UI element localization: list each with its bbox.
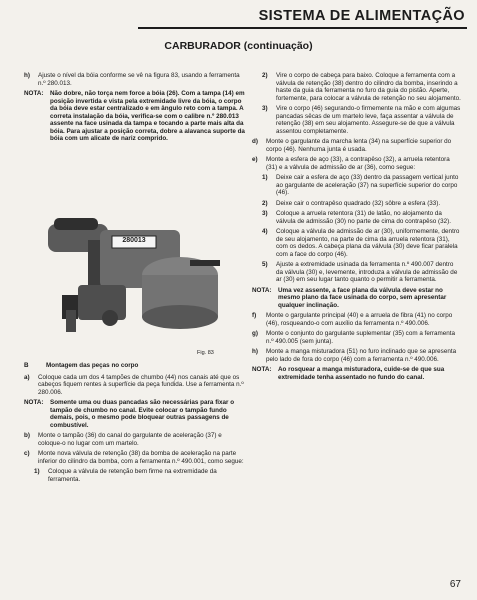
item-marker: g)	[252, 330, 258, 337]
instruction-item	[24, 374, 246, 397]
instruction-item	[34, 468, 246, 483]
note-paragraph	[252, 366, 462, 381]
instruction-item	[252, 330, 462, 345]
item-text: Somente uma ou duas pancadas são necessárias para fixar o tampão de chumbo no canal. Evite colocar o tampão fundo demais, pois, o mesmo pode bloquear outras passagens de combustível.	[50, 399, 235, 429]
item-text: Vire o corpo de cabeça para baixo. Coloque a ferramenta com a válvula de retenção (38) dentro do cilindro da bomba, inserindo a haste da guia da ferramenta no furo da guia do pistão. Aperte, fortemente, para colocar a válvula de retenção no seu alojamento.	[276, 72, 461, 102]
item-text: Monte o gargulante principal (40) e a arruela de fibra (41) no corpo (46), rosqueando-o com auxílio da ferramenta n.º 490.006.	[266, 312, 453, 327]
note-label: NOTA:	[252, 366, 272, 373]
left-column-top	[24, 72, 246, 146]
item-text: Não dobre, não torça nem force a bóia (26). Com a tampa (14) em posição invertida e vista pela extremidade livre da bóia, o corpo da bóia deve estar centralizado e em ângulo reto com a tampa. A correta instalação da bóia, verifica-se com o calibre n.º 280.013 assente na face usinada da tampa e tocando a parte mais alta da bóia. Para ajustar a posição correta, dobre a alavanca suporte da bóia com um alicate de nariz comprido.	[50, 90, 245, 142]
page-number: 67	[449, 579, 461, 590]
carburetor-figure	[40, 190, 225, 340]
item-marker: 2)	[262, 72, 268, 79]
note-label: NOTA:	[252, 286, 272, 294]
item-text: Deixe cair a esfera de aço (33) dentro da passagem vertical junto ao gargulante de aceleração (37) na superfície superior do corpo (46).	[276, 174, 459, 196]
item-text: Coloque a válvula de retenção bem firme na extremidade da ferramenta.	[48, 468, 217, 483]
instruction-item	[252, 312, 462, 327]
carburetor-illustration	[40, 190, 225, 340]
item-marker: 4)	[262, 228, 268, 235]
instruction-item	[24, 450, 246, 465]
item-marker: 5)	[262, 261, 268, 268]
item-marker: h)	[24, 72, 30, 79]
right-column	[252, 72, 462, 384]
instruction-item	[262, 210, 462, 225]
item-text: Monte o gargulante da marcha lenta (34) na superfície superior do corpo (46). Nenhuma junta é usada.	[266, 138, 452, 153]
section-title: CARBURADOR (continuação)	[164, 40, 313, 52]
item-marker: h)	[252, 348, 258, 355]
item-text: Ajuste o nível da bóia conforme se vê na figura 83, usando a ferramenta n.º 280.013.	[38, 72, 240, 87]
instruction-item	[24, 72, 246, 87]
note-label: NOTA:	[24, 399, 44, 406]
item-text: Monte a esfera de aço (33), a contrapêso (32), a arruela retentora (31) e a válvula de admissão de ar (36), como segue:	[266, 156, 450, 171]
instruction-item	[24, 432, 246, 447]
item-marker: 1)	[262, 174, 268, 181]
item-marker: e)	[252, 156, 258, 163]
item-marker: 2)	[262, 199, 268, 207]
item-marker: 3)	[262, 105, 268, 112]
instruction-item	[262, 200, 462, 208]
left-column-bottom	[24, 362, 246, 486]
item-text: Vire o corpo (46) segurando-o firmemente na mão e com algumas pancadas sêcas de um martelo leve, faça assentar a válvula de retenção (38) em seu alojamento. Assegure-se de que a válvula assentou completamente.	[276, 105, 461, 135]
note-paragraph	[24, 90, 246, 143]
instruction-item	[262, 72, 462, 102]
item-text: Coloque cada um dos 4 tampões de chumbo (44) nos canais até que os cabeços fiquem rentes à superfície da peça fundida. Use a ferramenta n.º 280.006.	[38, 373, 244, 396]
section-b-marker: B	[24, 362, 29, 369]
item-marker: a)	[24, 373, 30, 381]
figure-tool-label: 280013	[122, 237, 146, 244]
instruction-item	[252, 156, 462, 171]
item-marker: c)	[24, 450, 30, 457]
note-paragraph	[24, 399, 246, 429]
item-text: Monte a manga misturadora (51) no furo inclinado que se apresenta pelo lado de fora do corpo (46) com a ferramenta n.º 490.006.	[266, 348, 457, 363]
item-text: Deixe cair o contrapêso quadrado (32) sôbre a esfera (33).	[276, 199, 441, 207]
item-text: Monte o conjunto do gargulante suplementar (35) com a ferramenta n.º 490.005 (sem junta).	[266, 330, 456, 345]
header-rule	[138, 27, 467, 29]
note-label: NOTA:	[24, 90, 44, 97]
section-b-heading	[24, 362, 246, 370]
header-title: SISTEMA DE ALIMENTAÇÃO	[258, 8, 465, 24]
instruction-item	[262, 228, 462, 258]
item-marker: 3)	[262, 210, 268, 217]
item-marker: b)	[24, 432, 30, 439]
instruction-item	[262, 105, 462, 135]
item-text: Coloque a válvula de admissão de ar (30), uniformemente, dentro de seu alojamento, na parte de cima da arruela retentora (31), com os dedos. A cabeça plana da válvula (30) deve ficar paralela com a face do corpo (46).	[276, 228, 460, 258]
item-text: Ajuste a extremidade usinada da ferramenta n.º 490.007 dentro da válvula (30) e, levemente, introduza a válvula de admissão de ar (30) em seu lugar tanto quanto o permitir a ferramenta.	[276, 261, 458, 283]
item-text: Monte o tampão (36) do canal do gargulante de aceleração (37) e coloque-o no lugar com um martelo.	[38, 432, 222, 447]
section-b-title: Montagem das peças no corpo	[46, 362, 139, 369]
instruction-item	[262, 261, 462, 284]
note-paragraph	[252, 287, 462, 310]
item-marker: 1)	[34, 468, 40, 475]
item-marker: f)	[252, 312, 257, 319]
item-text: Monte nova válvula de retenção (38) da bomba de aceleração na parte inferior do cilindro da bomba, com a ferramenta n.º 490.001, como segue:	[38, 450, 244, 465]
item-text: Coloque a arruela retentora (31) de latão, no alojamento da válvula de admissão (30) no parte de cima do contrapêso (32).	[276, 210, 452, 225]
item-text: Ao rosquear a manga misturadora, cuide-se de que sua extremidade tenha assentado no fundo do canal.	[278, 366, 445, 381]
item-text: Uma vez assente, a face plana da válvula deve estar no mesmo plano da face usinada do corpo, sem apresentar qualquer inclinação.	[278, 286, 447, 309]
instruction-item	[252, 138, 462, 153]
instruction-item	[252, 348, 462, 363]
instruction-item	[262, 174, 462, 197]
figure-caption: Fig. 83	[197, 350, 214, 356]
item-marker: d)	[252, 138, 258, 145]
